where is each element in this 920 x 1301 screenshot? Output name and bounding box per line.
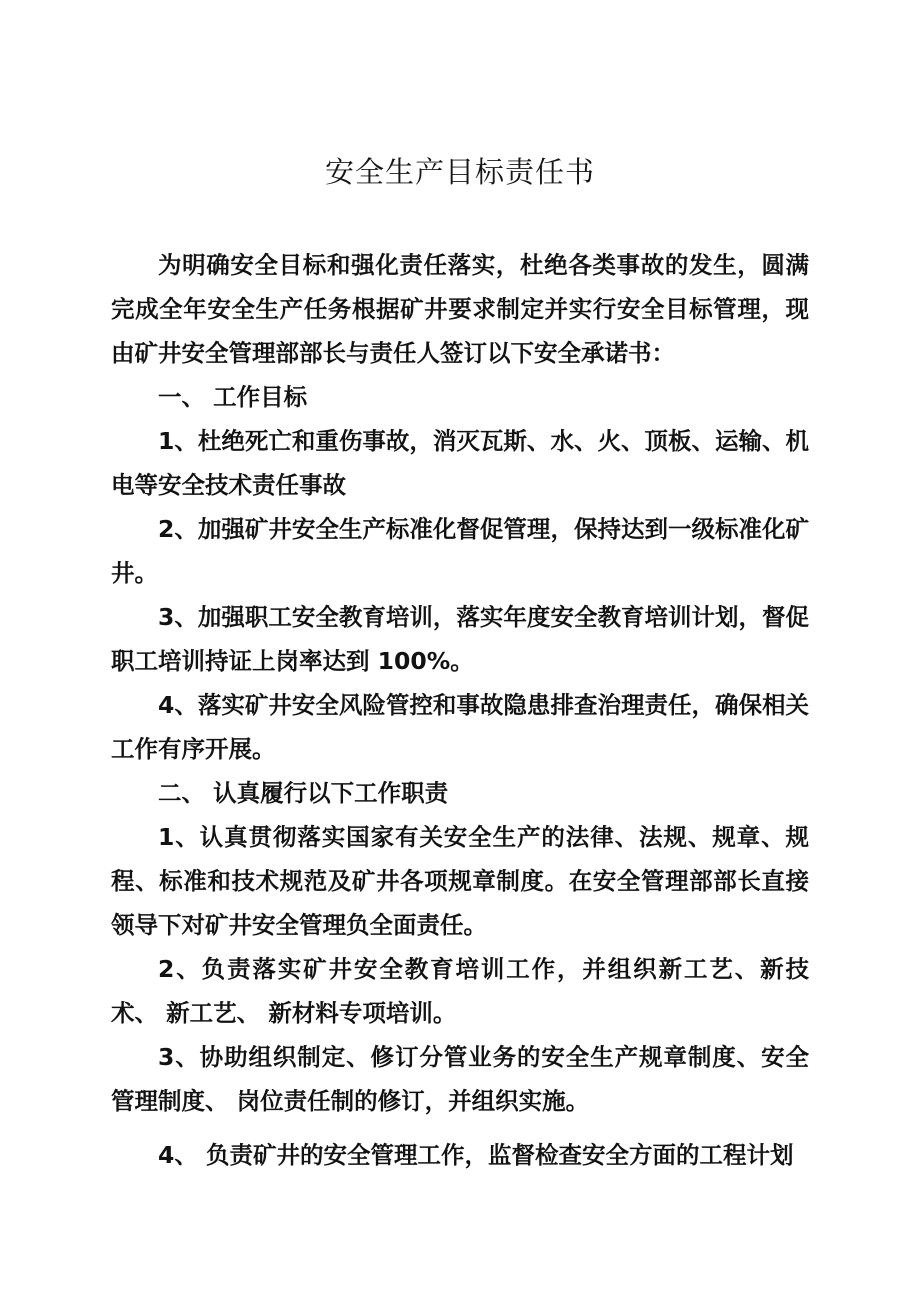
text-line: 4、落实矿井安全风险管控和事故隐患排查治理责任，确保相关 (158, 691, 809, 719)
section-heading: 二、 认真履行以下工作职责 (158, 779, 449, 807)
section-heading: 一、 工作目标 (158, 383, 308, 411)
text-line: 职工培训持证上岗率达到 100%。 (111, 647, 474, 675)
text-line: 电等安全技术责任事故 (111, 471, 346, 499)
text-line: 管理制度、 岗位责任制的修订，并组织实施。 (111, 1087, 590, 1115)
text-line: 3、协助组织制定、修订分管业务的安全生产规章制度、安全 (158, 1043, 809, 1071)
text-line: 1、认真贯彻落实国家有关安全生产的法律、法规、规章、规 (158, 823, 809, 851)
text-line: 1、杜绝死亡和重伤事故，消灭瓦斯、水、火、顶板、运输、机 (158, 427, 809, 455)
text-line: 工作有序开展。 (111, 735, 276, 763)
text-line: 术、 新工艺、 新材料专项培训。 (111, 999, 457, 1027)
text-line: 井。 (111, 559, 158, 587)
text-line: 领导下对矿井安全管理负全面责任。 (111, 911, 487, 939)
text-line: 2、加强矿井安全生产标准化督促管理，保持达到一级标准化矿 (158, 515, 809, 543)
text-line: 3、加强职工安全教育培训，落实年度安全教育培训计划，督促 (158, 603, 809, 631)
text-line: 程、标准和技术规范及矿井各项规章制度。在安全管理部部长直接 (111, 867, 809, 895)
document-body (111, 243, 809, 1177)
text-line: 4、 负责矿井的安全管理工作，监督检查安全方面的工程计划 (158, 1141, 794, 1169)
document-title: 安全生产目标责任书 (324, 155, 595, 189)
text-line: 完成全年安全生产任务根据矿井要求制定并实行安全目标管理，现 (111, 295, 809, 323)
text-line: 为明确安全目标和强化责任落实，杜绝各类事故的发生，圆满 (158, 251, 809, 279)
text-line: 由矿井安全管理部部长与责任人签订以下安全承诺书： (111, 339, 675, 367)
text-line: 2、负责落实矿井安全教育培训工作，并组织新工艺、新技 (158, 955, 809, 983)
